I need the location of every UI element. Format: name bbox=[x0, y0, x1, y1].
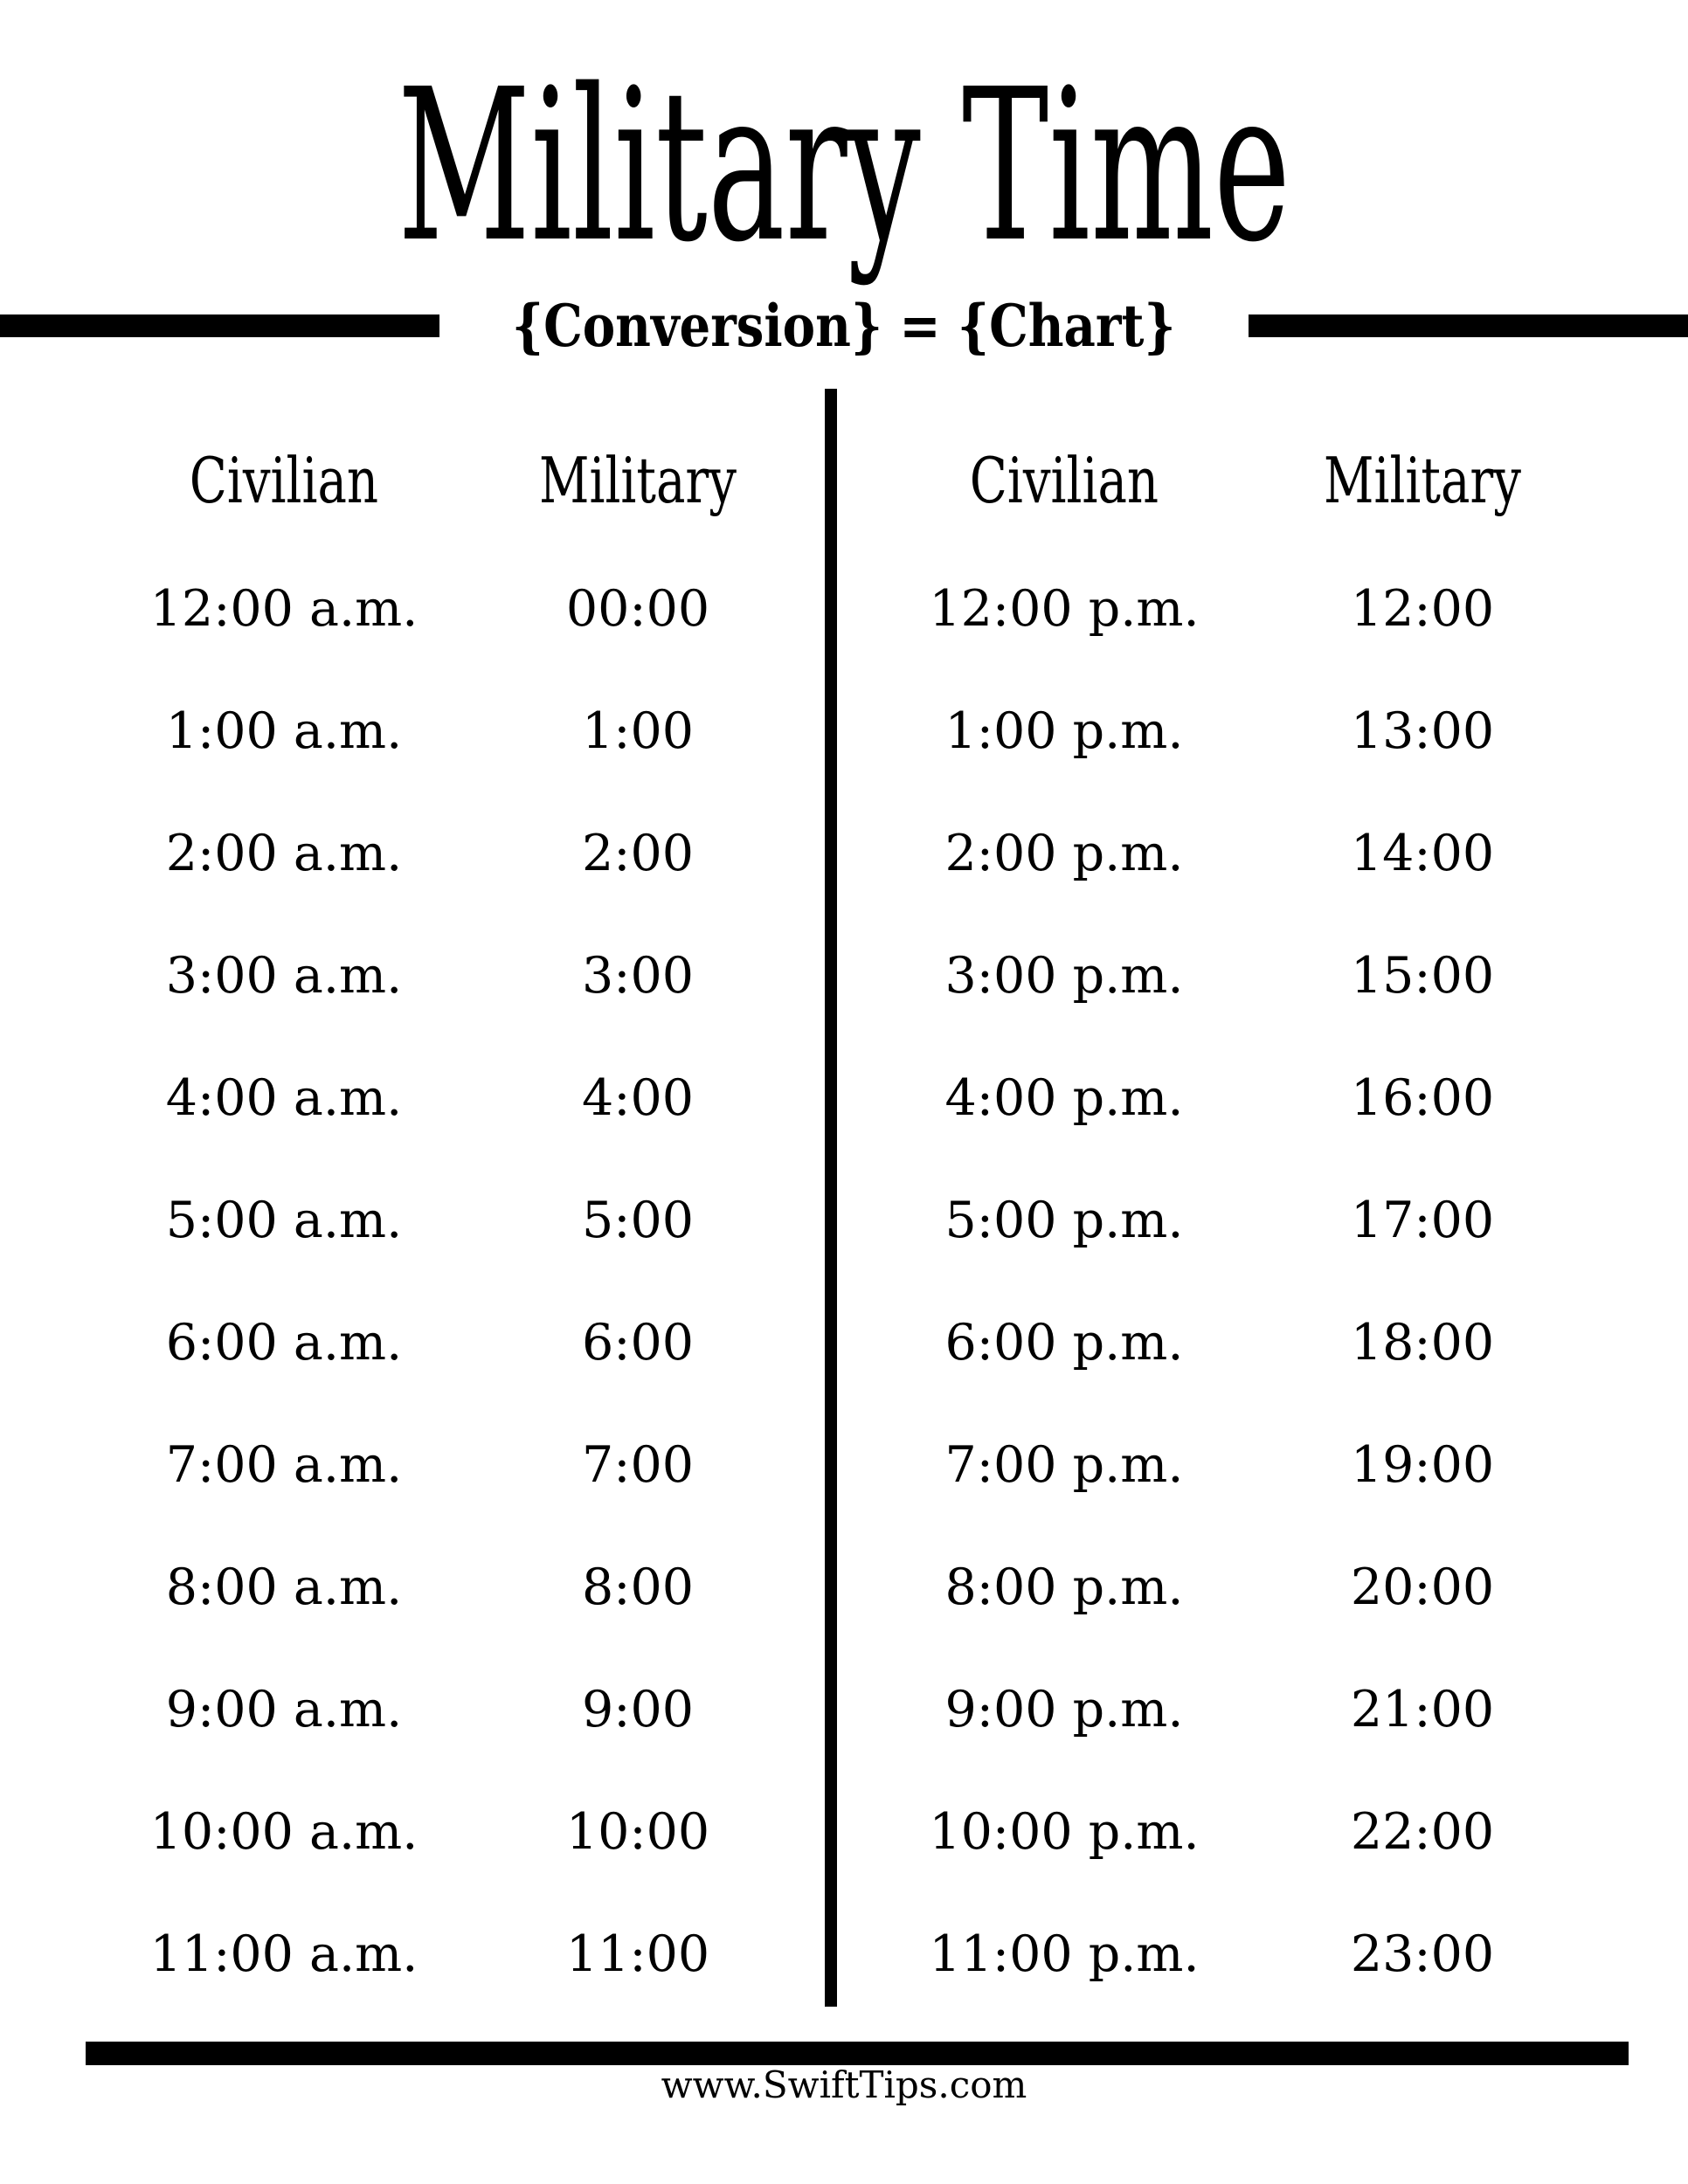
civilian-time-cell: 1:00 a.m. bbox=[165, 702, 403, 760]
civilian-time-cell: 12:00 p.m. bbox=[929, 580, 1200, 638]
civilian-time-cell: 7:00 p.m. bbox=[944, 1436, 1184, 1494]
right-civilian-column bbox=[872, 548, 1256, 2015]
military-time-cell: 14:00 bbox=[1350, 825, 1495, 882]
military-time-cell: 12:00 bbox=[1350, 580, 1495, 638]
civilian-time-cell: 9:00 p.m. bbox=[944, 1681, 1184, 1738]
military-time-cell: 18:00 bbox=[1350, 1314, 1495, 1372]
military-time-cell: 10:00 bbox=[565, 1803, 710, 1861]
military-time-cell: 11:00 bbox=[565, 1925, 710, 1983]
right-military-column bbox=[1230, 548, 1615, 2015]
civilian-time-cell: 11:00 a.m. bbox=[149, 1925, 419, 1983]
military-time-cell: 6:00 bbox=[582, 1314, 694, 1372]
civilian-time-cell: 4:00 p.m. bbox=[944, 1069, 1184, 1127]
military-time-cell: 00:00 bbox=[565, 580, 710, 638]
civilian-time-cell: 5:00 a.m. bbox=[165, 1192, 403, 1249]
footer-bar bbox=[86, 2042, 1629, 2065]
military-time-cell: 21:00 bbox=[1350, 1681, 1495, 1738]
header-military-left: Military bbox=[538, 444, 737, 517]
left-civilian-column bbox=[92, 548, 476, 2015]
military-time-cell: 8:00 bbox=[582, 1559, 694, 1616]
subtitle-left-bar bbox=[0, 314, 439, 337]
civilian-time-cell: 10:00 p.m. bbox=[929, 1803, 1200, 1861]
military-time-cell: 15:00 bbox=[1350, 947, 1495, 1005]
civilian-time-cell: 5:00 p.m. bbox=[944, 1192, 1184, 1249]
civilian-time-cell: 2:00 p.m. bbox=[944, 825, 1184, 882]
military-time-cell: 9:00 bbox=[582, 1681, 694, 1738]
civilian-time-cell: 6:00 p.m. bbox=[944, 1314, 1184, 1372]
header-military-right: Military bbox=[1323, 444, 1522, 517]
military-time-cell: 3:00 bbox=[582, 947, 694, 1005]
military-time-cell: 20:00 bbox=[1350, 1559, 1495, 1616]
military-time-cell: 13:00 bbox=[1350, 702, 1495, 760]
civilian-time-cell: 8:00 p.m. bbox=[944, 1559, 1184, 1616]
header-civilian-right: Civilian bbox=[969, 444, 1159, 517]
military-time-cell: 17:00 bbox=[1350, 1192, 1495, 1249]
civilian-time-cell: 12:00 a.m. bbox=[149, 580, 419, 638]
military-time-cell: 22:00 bbox=[1350, 1803, 1495, 1861]
military-time-cell: 23:00 bbox=[1350, 1925, 1495, 1983]
civilian-time-cell: 3:00 a.m. bbox=[165, 947, 403, 1005]
footer-url: www.SwiftTips.com bbox=[661, 2063, 1027, 2106]
civilian-time-cell: 10:00 a.m. bbox=[149, 1803, 419, 1861]
page-title: Military Time bbox=[397, 44, 1291, 288]
civilian-time-cell: 11:00 p.m. bbox=[929, 1925, 1200, 1983]
military-time-cell: 7:00 bbox=[582, 1436, 694, 1494]
civilian-time-cell: 6:00 a.m. bbox=[165, 1314, 403, 1372]
military-time-cell: 1:00 bbox=[582, 702, 694, 760]
military-time-cell: 2:00 bbox=[582, 825, 694, 882]
left-military-column bbox=[446, 548, 830, 2015]
civilian-time-cell: 9:00 a.m. bbox=[165, 1681, 403, 1738]
military-time-cell: 16:00 bbox=[1350, 1069, 1495, 1127]
civilian-time-cell: 7:00 a.m. bbox=[165, 1436, 403, 1494]
subtitle-banner bbox=[0, 287, 1688, 365]
civilian-time-cell: 3:00 p.m. bbox=[944, 947, 1184, 1005]
military-time-cell: 4:00 bbox=[582, 1069, 694, 1127]
civilian-time-cell: 1:00 p.m. bbox=[944, 702, 1184, 760]
subtitle-right-bar bbox=[1249, 314, 1688, 337]
civilian-time-cell: 4:00 a.m. bbox=[165, 1069, 403, 1127]
military-time-cell: 19:00 bbox=[1350, 1436, 1495, 1494]
civilian-time-cell: 8:00 a.m. bbox=[165, 1559, 403, 1616]
subtitle-text: {Conversion} = {Chart} bbox=[512, 292, 1176, 360]
civilian-time-cell: 2:00 a.m. bbox=[165, 825, 403, 882]
header-civilian-left: Civilian bbox=[189, 444, 379, 517]
military-time-cell: 5:00 bbox=[582, 1192, 694, 1249]
